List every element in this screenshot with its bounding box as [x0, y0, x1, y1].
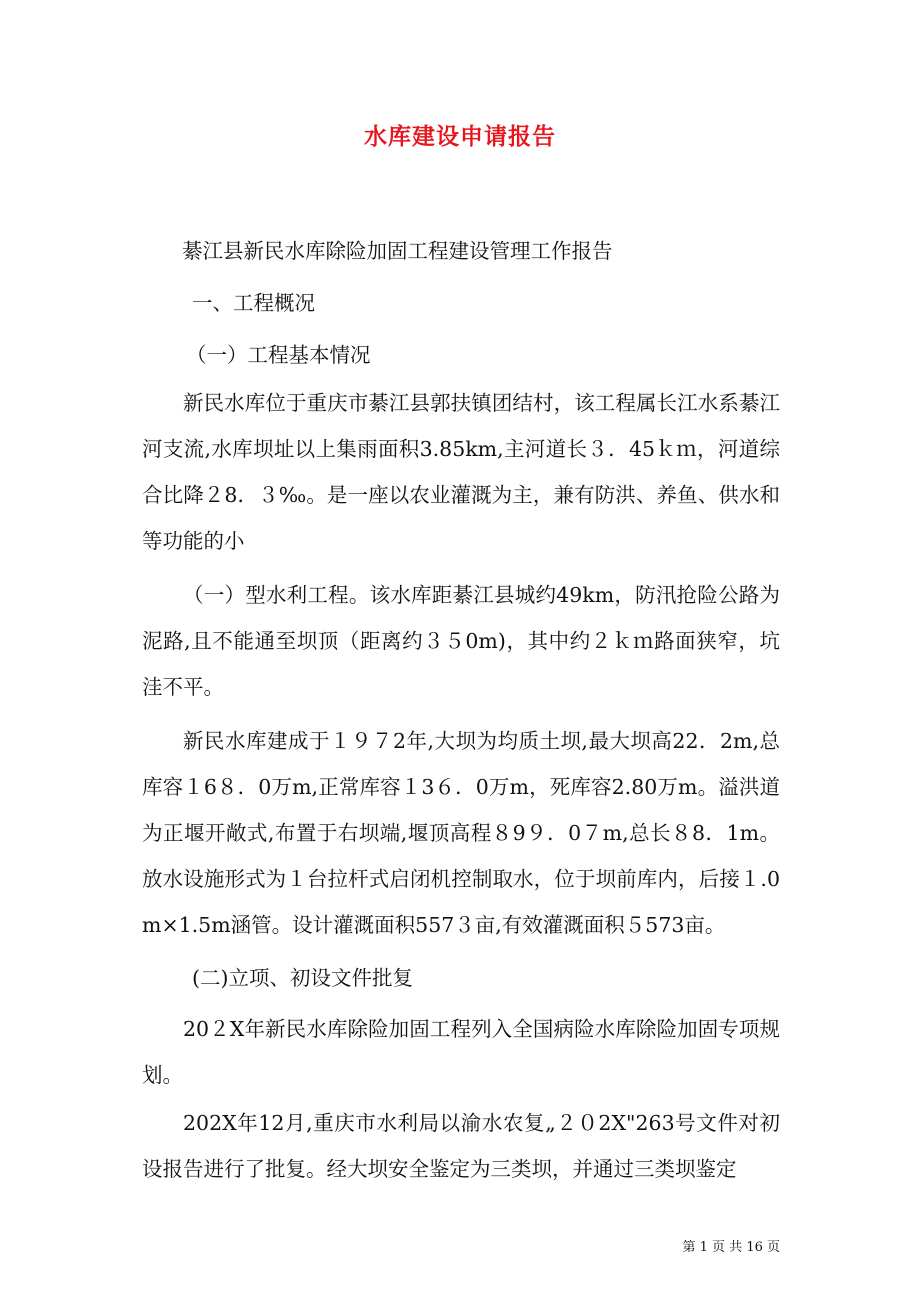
paragraph-location: 新民水库位于重庆市綦江县郭扶镇团结村，该工程属长江水系綦江河支流,水库坝址以上集雨面积3.85km,主河道长３．45ｋｍ，河道综合比降２8．３‰。是一座以农业灌溉为主，兼有防洪、养鱼、供水和等功能的小 — [142, 391, 780, 553]
subsection-heading-1: （一）工程基本情况 — [186, 343, 371, 367]
page-number-footer: 第 1 页 共 16 页 — [682, 1240, 780, 1255]
paragraph-approval: 202X年12月,重庆市水利局以渝水农复„２０2X"263号文件对初设报告进行了批复。经大坝安全鉴定为三类坝，并通过三类坝鉴定 — [142, 1111, 780, 1181]
report-subtitle: 綦江县新民水库除险加固工程建设管理工作报告 — [182, 239, 613, 263]
paragraph-planning: 20２X年新民水库除险加固工程列入全国病险水库除险加固专项规划。 — [142, 1017, 780, 1087]
paragraph-construction: 新民水库建成于１９７2年,大坝为均质土坝,最大坝高22．2m,总库容１6８．0万m,正常库容１3６．0万m，死库容2.80万m。溢洪道为正堰开敞式,布置于右坝端,堰顶高程８9９．0７m,总长８8．1m。放水设施形式为１台拉杆式启闭机控制取水，位于坝前库内，后接１.0m×1.5m涵管。设计灌溉面积557３亩,有效灌溉面积５573亩。 — [142, 729, 780, 937]
section-heading-1: 一、工程概况 — [192, 291, 315, 315]
subsection-heading-2: (二)立项、初设文件批复 — [192, 966, 413, 990]
document-title: 水库建设申请报告 — [364, 123, 556, 150]
paragraph-type: （一）型水利工程。该水库距綦江县城约49km，防汛抢险公路为泥路,且不能通至坝顶（距离约３５0m)，其中约２ｋｍ路面狭窄，坑洼不平。 — [142, 583, 780, 699]
